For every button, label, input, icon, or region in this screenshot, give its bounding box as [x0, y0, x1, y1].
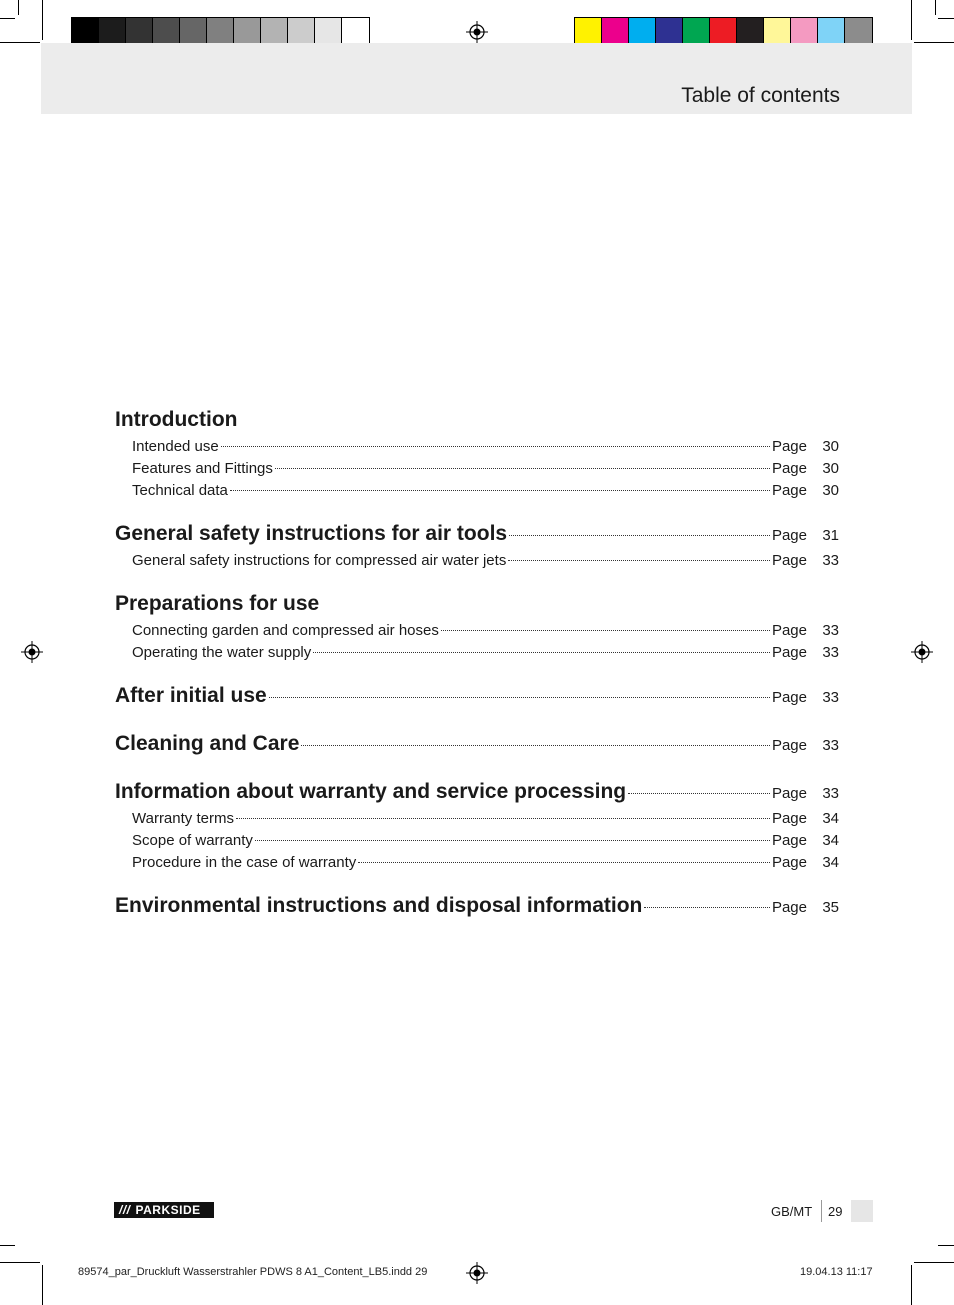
process-color-bar — [574, 17, 873, 46]
toc-section — [115, 522, 839, 574]
dot-leader — [221, 446, 770, 447]
registration-mark-left-icon — [21, 641, 43, 663]
toc-entry-page-ref — [772, 832, 839, 849]
process-color-swatch — [737, 18, 764, 45]
page-number-ref: 33 — [822, 644, 839, 661]
grayscale-swatch — [126, 18, 153, 45]
toc-entry-label: Operating the water supply — [132, 644, 312, 661]
grayscale-swatch — [180, 18, 207, 45]
dot-leader — [255, 840, 770, 841]
crop-mark-bottom-left-h2 — [0, 1245, 15, 1246]
process-color-swatch — [656, 18, 683, 45]
dot-leader — [644, 907, 770, 908]
toc-section — [115, 780, 839, 876]
crop-mark-top-left-v2 — [18, 0, 19, 15]
page-number-ref: 30 — [822, 460, 839, 477]
process-color-swatch — [818, 18, 845, 45]
page-word: Page — [771, 438, 807, 455]
page-word: Page — [771, 527, 807, 544]
toc-entry-label: Intended use — [132, 438, 219, 455]
toc-entry-page-ref — [772, 438, 839, 455]
toc-entry — [115, 460, 839, 482]
grayscale-swatch — [207, 18, 234, 45]
crop-mark-bottom-right-h — [914, 1262, 954, 1263]
toc-heading-page-ref — [772, 737, 839, 754]
toc-entry — [115, 644, 839, 666]
crop-mark-top-right-h — [914, 42, 954, 43]
toc-heading — [115, 522, 839, 552]
toc-heading-label: Preparations for use — [115, 592, 320, 615]
toc-heading-label: Introduction — [115, 408, 238, 431]
page-number-ref: 34 — [822, 810, 839, 827]
crop-mark-top-right-h2 — [938, 18, 954, 19]
page-word: Page — [771, 482, 807, 499]
crop-mark-bottom-right-v — [911, 1265, 912, 1305]
dot-leader — [441, 630, 770, 631]
page-word: Page — [771, 689, 807, 706]
toc-entry-label: Technical data — [132, 482, 228, 499]
dot-leader — [509, 535, 770, 536]
toc-heading-page-ref — [772, 785, 839, 802]
page-number-ref: 35 — [822, 899, 839, 916]
toc-heading — [115, 894, 839, 924]
page-number-ref: 33 — [822, 689, 839, 706]
toc-entry — [115, 438, 839, 460]
toc-heading-page-ref — [772, 899, 839, 916]
toc-entry-label: Procedure in the case of warranty — [132, 854, 357, 871]
toc-entry-label: Scope of warranty — [132, 832, 253, 849]
toc-entry — [115, 832, 839, 854]
toc-heading-page-ref — [772, 689, 839, 706]
slug-date-time: 19.04.13 11:17 — [800, 1266, 873, 1278]
toc-entry-label: General safety instructions for compressed air water jets — [132, 552, 507, 569]
toc-heading — [115, 732, 839, 762]
dot-leader — [358, 862, 770, 863]
slug-file-info: 89574_par_Druckluft Wasserstrahler PDWS 8 A1_Content_LB5.indd 29 — [78, 1266, 428, 1278]
page-word: Page — [771, 810, 807, 827]
toc-heading — [115, 780, 839, 810]
toc-entry — [115, 810, 839, 832]
grayscale-swatch — [153, 18, 180, 45]
grayscale-swatch — [234, 18, 261, 45]
dot-leader — [301, 745, 770, 746]
toc-entry-label: Features and Fittings — [132, 460, 273, 477]
crop-mark-top-right-v2 — [935, 0, 936, 15]
dot-leader — [269, 697, 770, 698]
page-word: Page — [771, 899, 807, 916]
toc-entry-page-ref — [772, 552, 839, 569]
process-color-swatch — [764, 18, 791, 45]
dot-leader — [313, 652, 770, 653]
page-number-ref: 30 — [822, 482, 839, 499]
process-color-swatch — [629, 18, 656, 45]
logo-text: PARKSIDE — [135, 1203, 201, 1217]
grayscale-swatch — [261, 18, 288, 45]
page-word: Page — [771, 552, 807, 569]
language-code: GB/MT — [771, 1204, 813, 1219]
page-word: Page — [771, 644, 807, 661]
dot-leader — [230, 490, 770, 491]
crop-mark-bottom-left-v — [42, 1265, 43, 1305]
toc-heading-label: Environmental instructions and disposal information — [115, 894, 643, 917]
page-word: Page — [771, 854, 807, 871]
dot-leader — [275, 468, 770, 469]
process-color-swatch — [602, 18, 629, 45]
page-title: Table of contents — [681, 84, 840, 107]
toc-section — [115, 732, 839, 762]
page-number-ref: 33 — [822, 785, 839, 802]
page-word: Page — [771, 460, 807, 477]
toc-heading-label: Cleaning and Care — [115, 732, 300, 755]
crop-mark-top-right-v — [911, 0, 912, 40]
logo-stripes: /// — [119, 1203, 131, 1217]
toc-entry-label: Warranty terms — [132, 810, 234, 827]
toc-section — [115, 684, 839, 714]
page-number-ref: 34 — [822, 854, 839, 871]
footer-divider — [821, 1200, 822, 1222]
page-word: Page — [771, 622, 807, 639]
dot-leader — [508, 560, 770, 561]
page-number-ref: 31 — [822, 527, 839, 544]
toc-heading-label: After initial use — [115, 684, 267, 707]
toc-heading-label: Information about warranty and service processing — [115, 780, 627, 803]
page-number-ref: 33 — [822, 622, 839, 639]
table-of-contents — [115, 408, 839, 942]
toc-section — [115, 408, 839, 504]
process-color-swatch — [845, 18, 872, 45]
toc-entry-page-ref — [772, 460, 839, 477]
toc-entry-page-ref — [772, 644, 839, 661]
toc-section — [115, 894, 839, 924]
page-number-ref: 34 — [822, 832, 839, 849]
page-number: 29 — [828, 1204, 843, 1219]
toc-heading-label: General safety instructions for air tools — [115, 522, 508, 545]
process-color-swatch — [575, 18, 602, 45]
process-color-swatch — [791, 18, 818, 45]
toc-heading — [115, 592, 839, 622]
toc-entry-page-ref — [772, 854, 839, 871]
parkside-logo — [114, 1202, 214, 1218]
process-color-swatch — [683, 18, 710, 45]
toc-entry — [115, 482, 839, 504]
toc-entry-label: Connecting garden and compressed air hoses — [132, 622, 439, 639]
page-word: Page — [771, 832, 807, 849]
dot-leader — [628, 793, 770, 794]
registration-mark-top-icon — [466, 21, 488, 43]
toc-section — [115, 592, 839, 666]
grayscale-swatch — [288, 18, 315, 45]
grayscale-swatch — [342, 18, 369, 45]
grayscale-swatch — [315, 18, 342, 45]
crop-mark-top-left-v — [42, 0, 43, 40]
grayscale-swatch — [72, 18, 99, 45]
crop-mark-top-left-h — [0, 42, 40, 43]
grayscale-swatch — [99, 18, 126, 45]
registration-mark-right-icon — [911, 641, 933, 663]
dot-leader — [236, 818, 770, 819]
toc-heading-page-ref — [772, 527, 839, 544]
page-number-ref: 30 — [822, 438, 839, 455]
grayscale-color-bar — [71, 17, 370, 46]
toc-entry — [115, 854, 839, 876]
toc-entry — [115, 622, 839, 644]
crop-mark-bottom-right-h2 — [938, 1245, 954, 1246]
page-word: Page — [771, 785, 807, 802]
toc-entry-page-ref — [772, 810, 839, 827]
toc-entry — [115, 552, 839, 574]
page-number-ref: 33 — [822, 737, 839, 754]
crop-mark-top-left-h2 — [0, 18, 15, 19]
footer-tab-box — [851, 1200, 873, 1222]
page-number-ref: 33 — [822, 552, 839, 569]
registration-mark-bottom-icon — [466, 1262, 488, 1284]
process-color-swatch — [710, 18, 737, 45]
toc-heading — [115, 684, 839, 714]
toc-heading — [115, 408, 839, 438]
toc-entry-page-ref — [772, 622, 839, 639]
toc-entry-page-ref — [772, 482, 839, 499]
page-word: Page — [771, 737, 807, 754]
crop-mark-bottom-left-h — [0, 1262, 40, 1263]
